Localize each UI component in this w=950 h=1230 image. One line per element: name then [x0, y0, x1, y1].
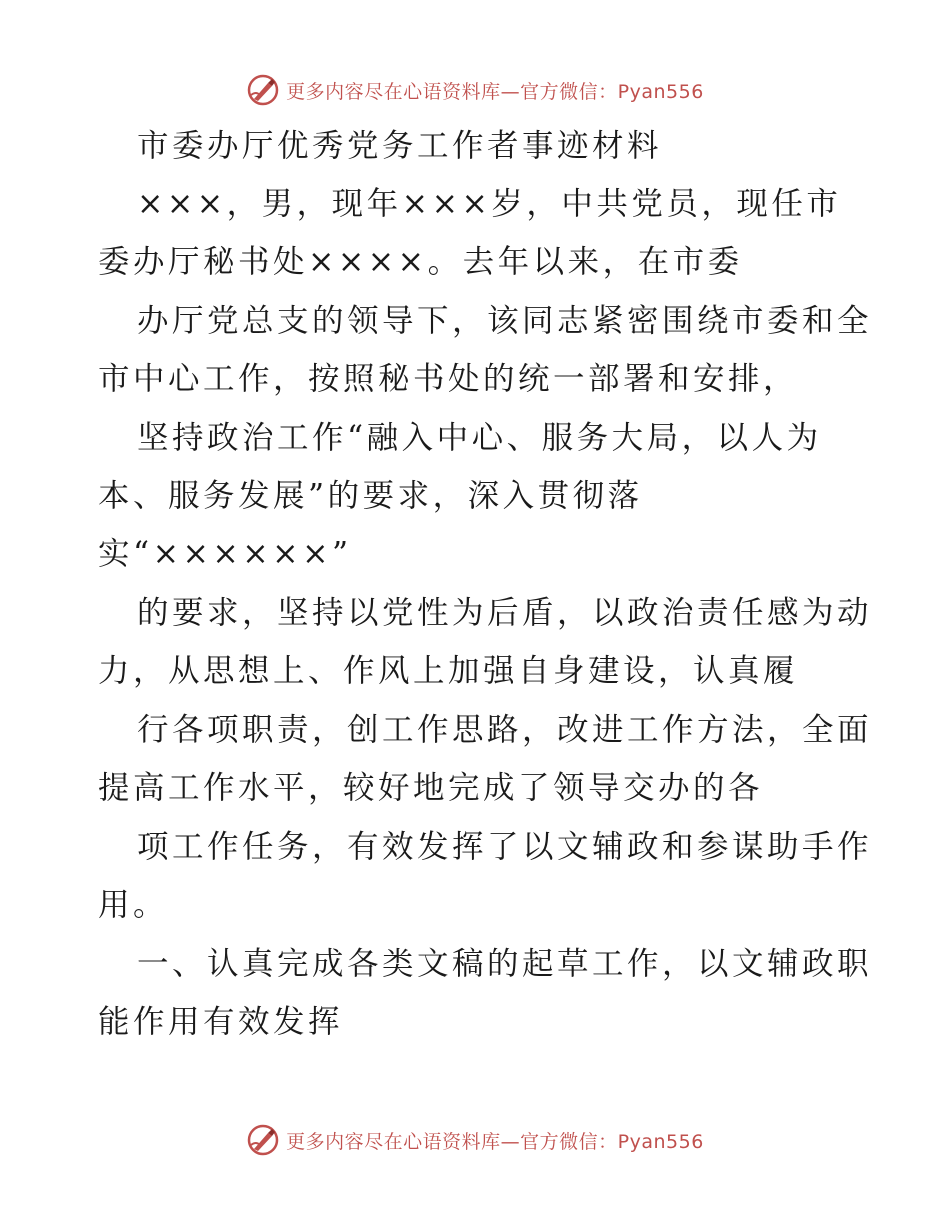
pen-logo-icon — [246, 73, 280, 107]
document-title: 市委办厅优秀党务工作者事迹材料 — [137, 128, 663, 164]
watermark-text: 更多内容尽在心语资料库—官方微信：Pyan556 — [286, 1130, 704, 1153]
watermark-banner-top — [0, 70, 950, 110]
pen-logo-icon — [246, 1123, 280, 1157]
text-line: ×××，男，现年×××岁，中共党员，现任市 — [137, 186, 842, 222]
watermark-banner-bottom — [0, 1120, 950, 1160]
section-heading-continued: 能作用有效发挥 — [98, 1004, 344, 1040]
text-line: 用。 — [98, 887, 169, 923]
text-line: 实“××××××” — [98, 536, 352, 572]
text-line: 项工作任务，有效发挥了以文辅政和参谋助手作 — [137, 829, 873, 865]
text-line: 行各项职责，创工作思路，改进工作方法，全面 — [137, 712, 873, 748]
text-line: 力，从思想上、作风上加强自身建设，认真履 — [98, 653, 799, 689]
text-line: 市中心工作，按照秘书处的统一部署和安排， — [98, 361, 799, 397]
text-line: 提高工作水平，较好地完成了领导交办的各 — [98, 770, 764, 806]
section-heading: 一、认真完成各类文稿的起草工作，以文辅政职 — [137, 946, 873, 982]
text-line: 委办厅秘书处××××。去年以来，在市委 — [98, 244, 743, 280]
text-line: 坚持政治工作“融入中心、服务大局，以人为 — [137, 420, 822, 456]
text-line: 办厅党总支的领导下，该同志紧密围绕市委和全 — [137, 303, 873, 339]
watermark-text: 更多内容尽在心语资料库—官方微信：Pyan556 — [286, 80, 704, 103]
text-line: 的要求，坚持以党性为后盾，以政治责任感为动 — [137, 595, 873, 631]
text-line: 本、服务发展”的要求，深入贯彻落 — [98, 478, 643, 514]
